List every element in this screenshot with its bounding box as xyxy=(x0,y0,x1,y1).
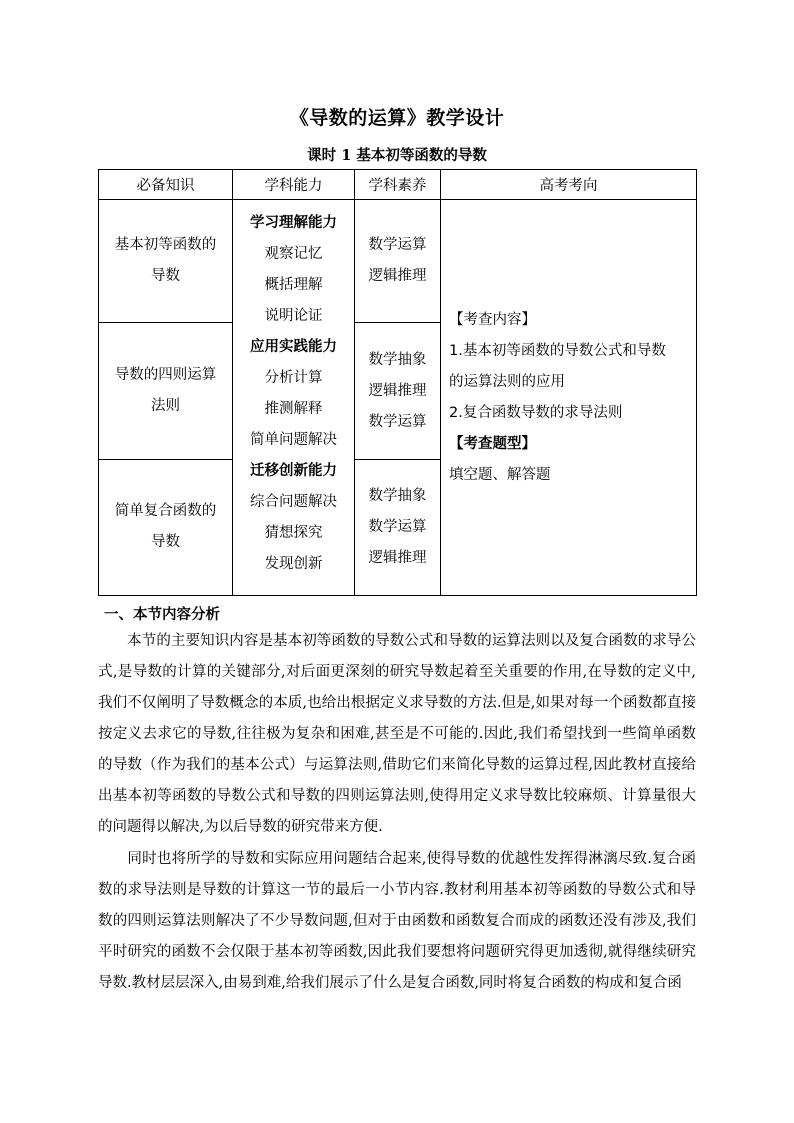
literacy-item: 数学运算 xyxy=(368,518,427,535)
document-title: 《导数的运算》教学设计 xyxy=(289,107,505,129)
ability-heading: 迁移创新能力 xyxy=(250,463,337,480)
header-knowledge: 必备知识 xyxy=(99,170,233,200)
body-paragraph: 本节的主要知识内容是基本初等函数的导数公式和导数的运算法则以及复合函数的求导公式,是导数的计算的关键部分,对后面更深刻的研究导数起着至关重要的作用,在导数的定义中,我们不仅阐明了导数概念的本质,也给出根据定义求导数的方法.但是,如果对每一个函数都直接按定义去求它的导数,往往极为复杂和困难,甚至是不可能的.因此,我们希望找到一些简单函数的导数（作为我们的基本公式）与运算法则,借助它们来简化导数的运算过程,因此教材直接给出基本初等函数的导数公式和导数的四则运算法则,使得用定义求导数比较麻烦、计算量很大的问题得以解决,为以后导数的研究带来方便. xyxy=(98,633,696,835)
literacy-cell xyxy=(355,323,441,459)
ability-heading: 学习理解能力 xyxy=(250,215,337,232)
knowledge-line: 基本初等函数的 xyxy=(114,237,217,254)
knowledge-line: 简单复合函数的 xyxy=(114,503,217,520)
exam-type-text: 填空题、解答题 xyxy=(449,466,551,483)
knowledge-line: 导数的四则运算 xyxy=(114,367,217,383)
exam-type-label: 【考查题型】 xyxy=(449,435,536,452)
exam-content-line: 的运算法则的应用 xyxy=(449,373,565,390)
knowledge-cell xyxy=(99,200,233,323)
literacy-item: 数学抽象 xyxy=(368,351,427,368)
knowledge-line: 导数 xyxy=(151,268,180,285)
ability-item: 观察记忆 xyxy=(264,246,323,263)
body-paragraph: 同时也将所学的导数和实际应用问题结合起来,使得导数的优越性发挥得淋漓尽致.复合函数的求导法则是导数的计算这一节的最后一小节内容.教材利用基本初等函数的导数公式和导数的四则运算法则解决了不少导数问题,但对于由函数和函数复合而成的函数还没有涉及,我们平时研究的函数不会仅限于基本初等函数,因此我们要想将问题研究得更加透彻,就得继续研究导数.教材层层深入,由易到难,给我们展示了什么是复合函数,同时将复合函数的构成和复合函 xyxy=(98,851,696,991)
table-header-row xyxy=(99,170,697,200)
literacy-item: 逻辑推理 xyxy=(368,382,427,399)
knowledge-line: 法则 xyxy=(151,398,180,414)
overview-table xyxy=(98,169,697,596)
knowledge-cell xyxy=(99,323,233,459)
table-row xyxy=(99,200,697,323)
ability-item: 推测解释 xyxy=(264,401,323,418)
literacy-item: 数学抽象 xyxy=(368,487,427,504)
literacy-item: 数学运算 xyxy=(368,413,427,430)
header-literacy: 学科素养 xyxy=(355,170,441,200)
document-subtitle: 课时 1 基本初等函数的导数 xyxy=(307,147,487,164)
ability-item: 概括理解 xyxy=(264,277,323,294)
header-exam: 高考考向 xyxy=(441,170,697,200)
exam-content-line: 2.复合函数导数的求导法则 xyxy=(449,404,623,421)
ability-item: 简单问题解决 xyxy=(250,432,337,449)
ability-item: 发现创新 xyxy=(264,556,323,573)
header-ability: 学科能力 xyxy=(233,170,355,200)
section-heading: 一、本节内容分析 xyxy=(104,606,220,623)
literacy-cell xyxy=(355,459,441,595)
ability-item: 说明论证 xyxy=(264,308,323,325)
exam-content-label: 【考查内容】 xyxy=(449,311,536,328)
ability-heading: 应用实践能力 xyxy=(250,339,337,356)
ability-cell xyxy=(233,200,355,596)
ability-item: 分析计算 xyxy=(264,370,323,387)
exam-content-line: 1.基本初等函数的导数公式和导数 xyxy=(449,342,666,359)
literacy-item: 逻辑推理 xyxy=(368,549,427,566)
literacy-item: 逻辑推理 xyxy=(368,268,427,285)
literacy-cell xyxy=(355,200,441,323)
knowledge-line: 导数 xyxy=(151,534,180,551)
ability-item: 综合问题解决 xyxy=(250,494,337,511)
ability-item: 猜想探究 xyxy=(264,525,323,542)
knowledge-cell xyxy=(99,459,233,595)
literacy-item: 数学运算 xyxy=(368,237,427,254)
exam-cell xyxy=(441,200,697,596)
